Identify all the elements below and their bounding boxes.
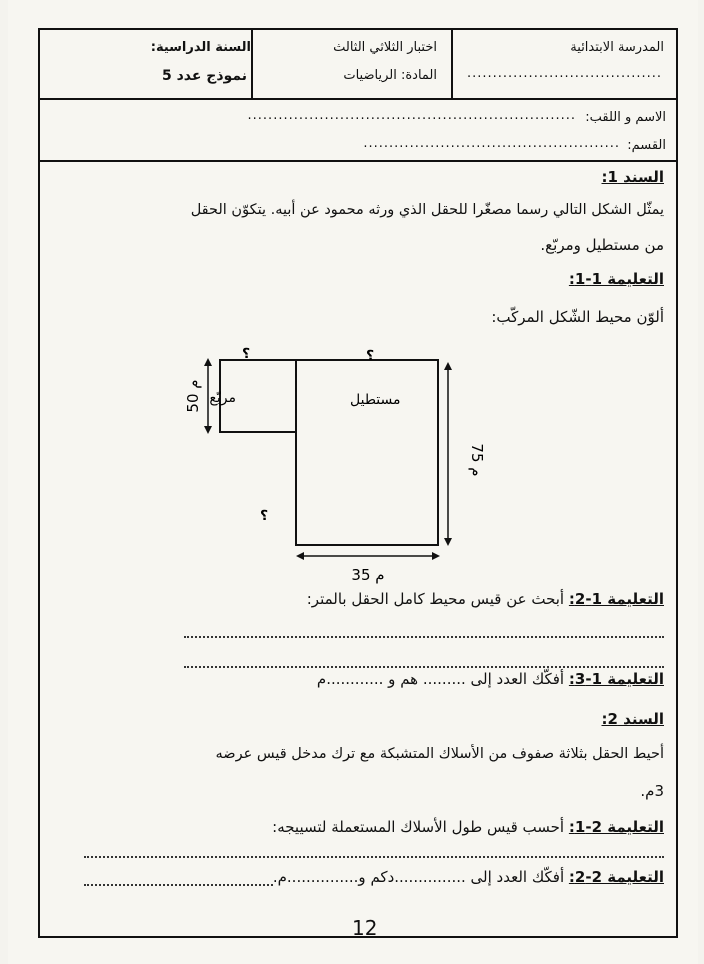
field-figure — [150, 320, 490, 590]
sanad1-line2: من مستطيل ومربّع. — [540, 236, 664, 254]
rectangle-shape — [296, 360, 438, 545]
header-table — [40, 30, 676, 100]
class-label: القسم: — [627, 138, 666, 153]
t11-title: التعليمة 1-1: — [568, 270, 664, 288]
arrow-head-up — [444, 362, 452, 370]
answer-line-3[interactable] — [84, 856, 664, 858]
header-school-cell — [451, 30, 676, 98]
t21-row — [272, 818, 664, 836]
t21-text: أحسب قيس طول الأسلاك المستعملة لتسييجه: — [272, 818, 565, 836]
question-mark-left: ؟ — [260, 508, 269, 524]
subject-label: المادة: الرياضيات — [343, 68, 437, 83]
sanad2-title: السند 2: — [601, 710, 664, 728]
school-dots: ...................................... — [466, 66, 662, 81]
t12-text: أبحث عن قيس محيط كامل الحقل بالمتر: — [306, 590, 565, 608]
sanad1-line1: يمثّل الشكل التالي رسما مصغّرا للحقل الذي ورثه محمود عن أبيه. يتكوّن الحقل — [190, 202, 664, 218]
student-info-box — [40, 98, 676, 162]
t11-text: ألوّن محيط الشّكل المركّب: — [491, 308, 664, 326]
t22-row — [273, 868, 664, 886]
t13-title: التعليمة 1-3: — [568, 670, 664, 688]
header-exam-cell — [251, 30, 451, 98]
arrow-head-left — [296, 552, 304, 560]
width-dimension-label: 35 م — [351, 566, 385, 584]
school-label: المدرسة الابتدائية — [570, 40, 664, 55]
arrow-head-down — [204, 426, 212, 434]
rectangle-label: مستطيل — [350, 392, 401, 408]
model-label: نموذج عدد 5 — [161, 68, 247, 84]
t13-text: أفكّك العدد إلى ......... هم و ............م — [316, 670, 565, 688]
question-mark-top-left: ؟ — [242, 346, 251, 362]
name-dots[interactable]: ................................................................ — [247, 108, 576, 123]
t13-row — [317, 670, 664, 688]
school-year-label: السنة الدراسية: — [150, 40, 251, 55]
t22-title: التعليمة 2-2: — [568, 868, 664, 886]
arrow-head-down — [444, 538, 452, 546]
square-dimension-label: 50 م — [184, 379, 202, 413]
header-year-cell — [40, 30, 251, 98]
square-label: مربّع — [209, 390, 236, 406]
sanad2-line2: 3م. — [640, 782, 664, 800]
exam-title: اختبار الثلاثي الثالث — [333, 40, 437, 55]
sanad1-title: السند 1: — [601, 168, 664, 186]
answer-line-2[interactable] — [184, 666, 664, 668]
t12-title: التعليمة 1-2: — [568, 590, 664, 608]
answer-line-1[interactable] — [184, 636, 664, 638]
arrow-head-right — [432, 552, 440, 560]
page-number: 12 — [352, 916, 378, 940]
height-dimension-label: 75 م — [468, 443, 486, 477]
exam-frame — [38, 28, 678, 938]
t22-text: أفكّك العدد إلى ...............دكم و...............م. — [272, 868, 565, 886]
sanad2-line1: أحيط الحقل بثلاثة صفوف من الأسلاك المتشبكة مع ترك مدخل قيس عرضه — [215, 746, 664, 762]
name-label: الاسم و اللقب: — [585, 110, 666, 125]
exam-sheet — [8, 0, 698, 964]
t12-row — [307, 590, 664, 608]
class-dots[interactable]: .................................................. — [363, 136, 620, 151]
t21-title: التعليمة 2-1: — [568, 818, 664, 836]
question-mark-top-mid: ؟ — [366, 348, 375, 364]
arrow-head-up — [204, 358, 212, 366]
